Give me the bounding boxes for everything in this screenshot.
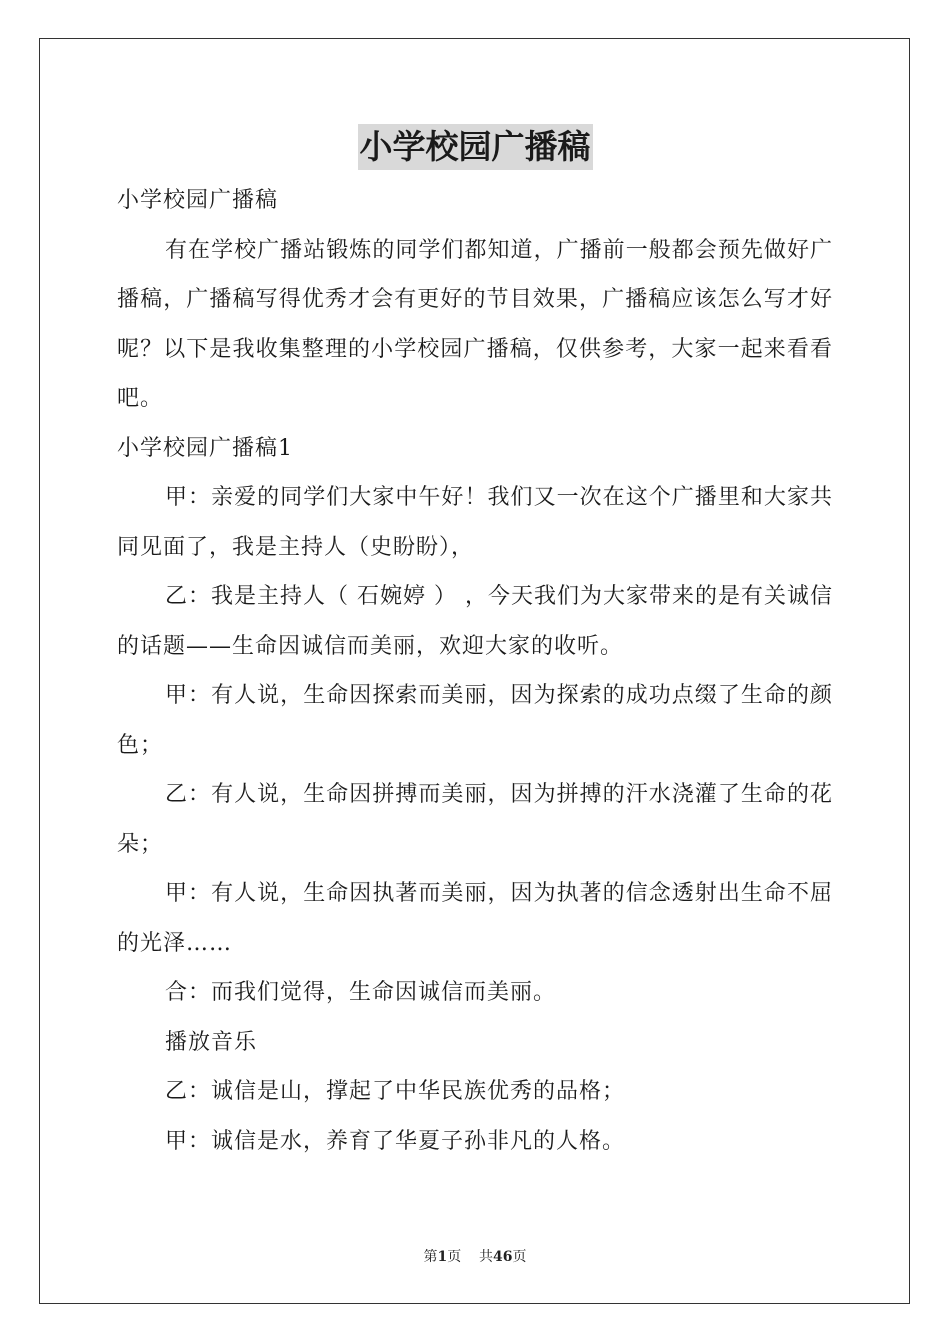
paragraph: 甲：诚信是水，养育了华夏子孙非凡的人格。	[165, 1128, 626, 1154]
paragraph: 乙：有人说，生命因拼搏而美丽，因为拼搏的汗水浇灌了生命的花朵；	[117, 782, 833, 857]
paragraph: 甲：有人说，生命因探索而美丽，因为探索的成功点缀了生命的颜色；	[117, 683, 833, 758]
footer-page-word: 页	[447, 1249, 462, 1265]
paragraph: 小学校园广播稿	[117, 188, 279, 213]
document-title	[0, 124, 950, 174]
current-page-number: 1	[437, 1249, 448, 1265]
paragraph: 合：而我们觉得，生命因诚信而美丽。	[165, 980, 557, 1005]
paragraph: 甲：有人说，生命因执著而美丽，因为执著的信念透射出生命不屈的光泽……	[117, 881, 833, 956]
paragraph: 乙：诚信是山，撑起了中华民族优秀的品格；	[165, 1079, 626, 1104]
page-footer	[0, 1246, 950, 1266]
footer-total-suffix: 页	[512, 1249, 527, 1265]
paragraph: 甲：亲爱的同学们大家中午好！我们又一次在这个广播里和大家共同见面了，我是主持人（史盼盼），	[117, 485, 833, 560]
document-body	[117, 176, 833, 1166]
paragraph: 乙：我是主持人（ 石婉婷 ） ，今天我们为大家带来的是有关诚信的话题——生命因诚信而美丽，欢迎大家的收听。	[117, 584, 833, 659]
paragraph: 小学校园广播稿1	[117, 435, 293, 461]
footer-total-prefix: 共	[479, 1249, 494, 1265]
footer-prefix: 第	[423, 1249, 438, 1265]
total-page-count: 46	[493, 1249, 513, 1265]
document-title-text: 小学校园广播稿	[358, 124, 593, 170]
paragraph: 播放音乐	[165, 1029, 258, 1055]
paragraph: 有在学校广播站锻炼的同学们都知道，广播前一般都会预先做好广播稿，广播稿写得优秀才会有更好的节目效果，广播稿应该怎么写才好呢？以下是我收集整理的小学校园广播稿，仅供参考，大家一起来看看吧。	[117, 237, 833, 411]
